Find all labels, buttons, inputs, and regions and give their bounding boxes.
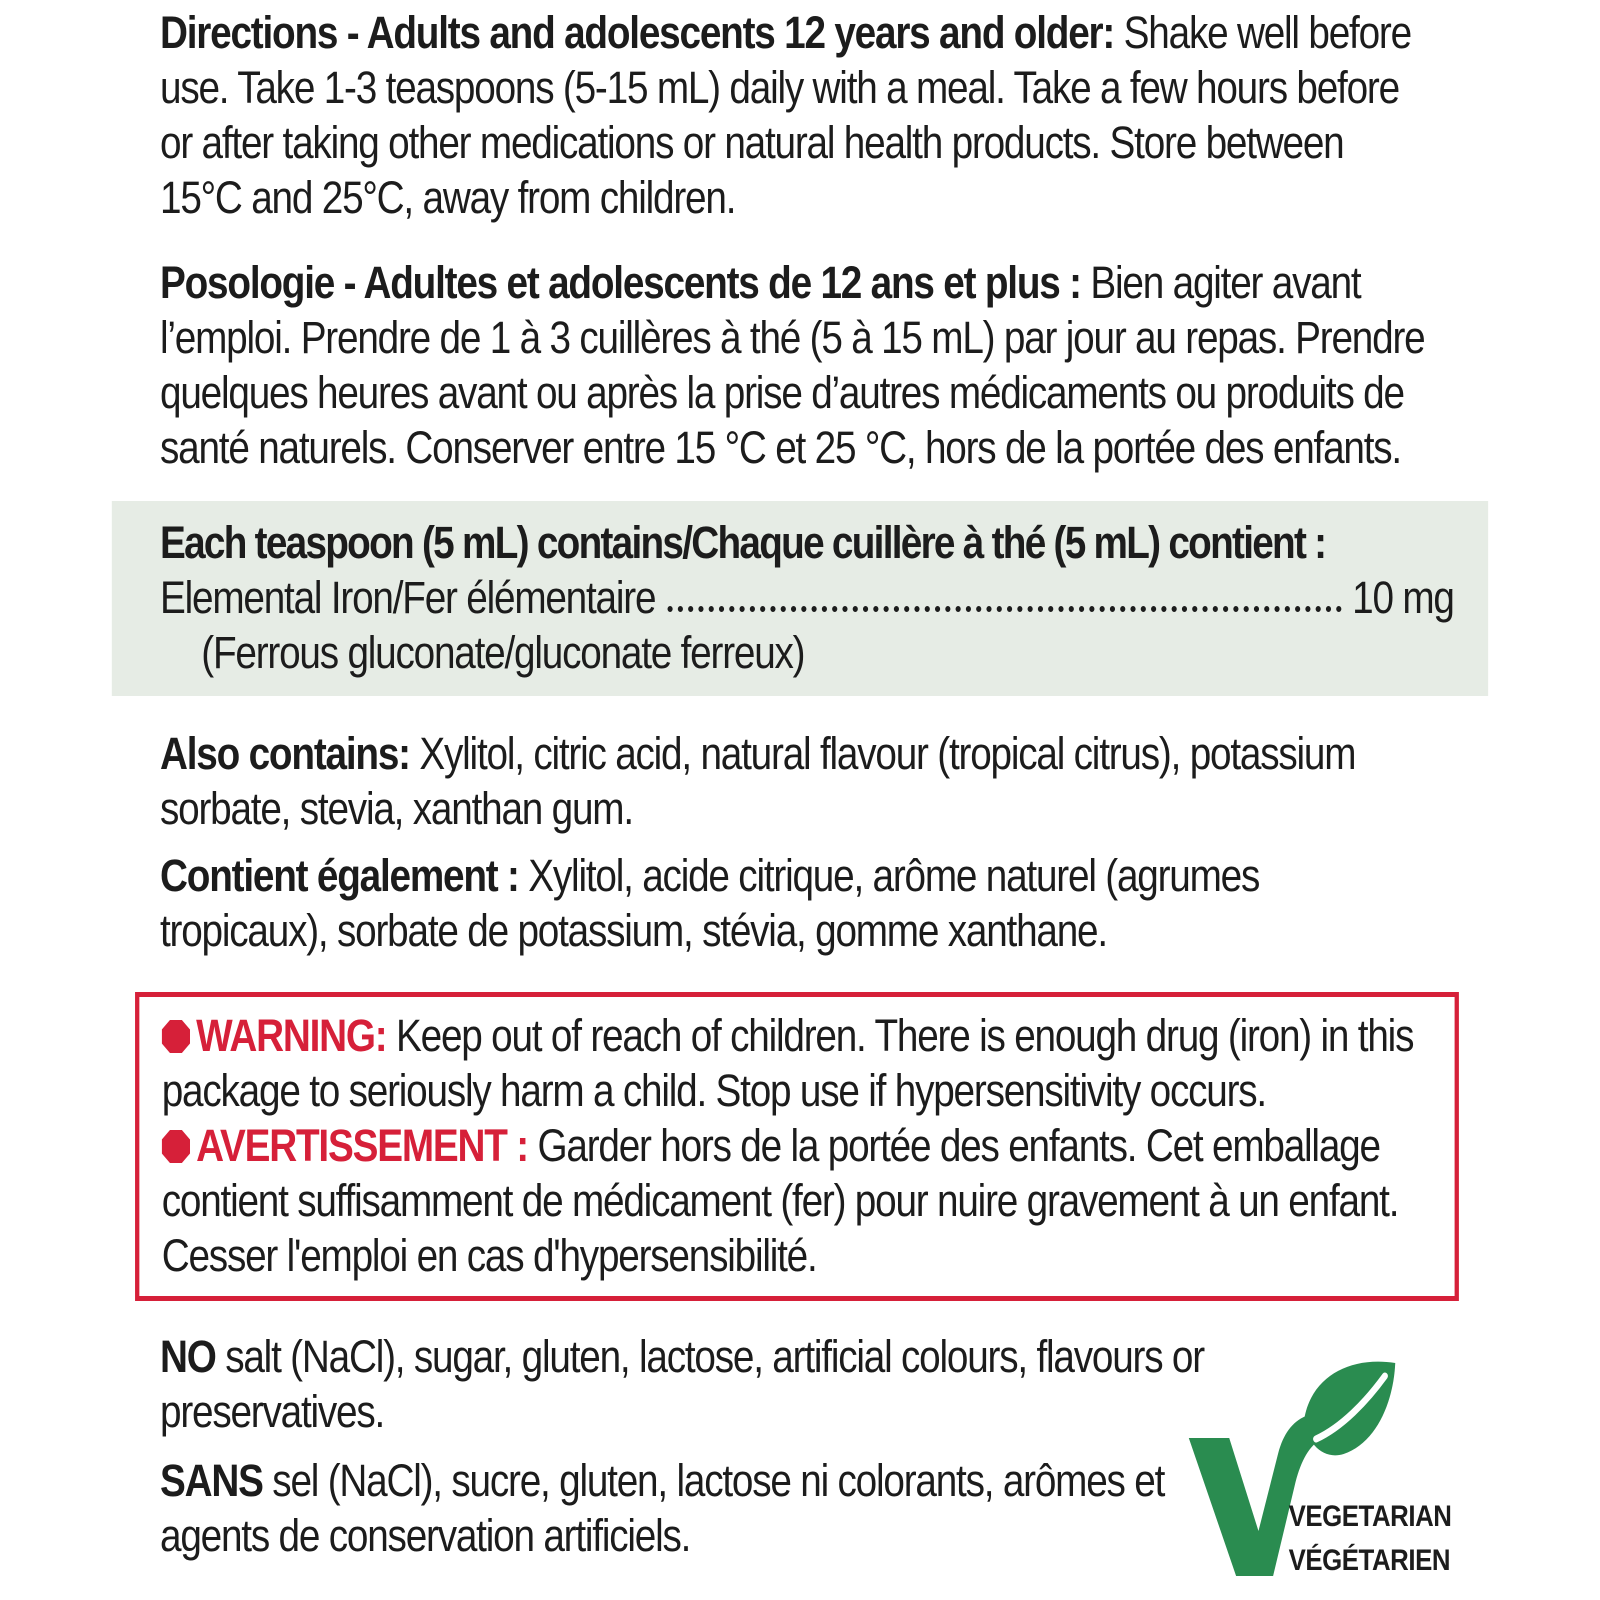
posologie-heading: Posologie - Adultes et adolescents de 12 ans et plus : xyxy=(159,257,1081,308)
no-claims-text: salt (NaCl), sugar, gluten, lactose, artificial colours, flavours or preservatives. xyxy=(159,1331,1204,1437)
directions-text: Shake well before use. Take 1-3 teaspoons (5-15 mL) daily with a meal. Take a few hours before or after taking other medications or natural health products. Store between 15°C and 25°C, away from children. xyxy=(159,7,1411,223)
facts-row xyxy=(160,570,1454,625)
directions-heading: Directions - Adults and adolescents 12 years and older: xyxy=(159,7,1115,58)
contient-egalement-heading: Contient également : xyxy=(159,850,519,901)
posologie-text: Bien agiter avant l’emploi. Prendre de 1 à 3 cuillères à thé (5 à 15 mL) par jour au repas. Prendre quelques heures avant ou après la prise d’autres médicaments ou produits de santé naturels. Conserver entre 15 °C et 25 °C, hors de la portée des enfants. xyxy=(159,257,1425,473)
supplement-facts-box xyxy=(112,501,1488,696)
stop-octagon-icon xyxy=(162,1130,190,1163)
also-contains-paragraph xyxy=(160,726,1429,836)
no-claims-lead: NO xyxy=(159,1331,216,1382)
warning-paragraph xyxy=(162,1008,1434,1283)
also-contains-heading: Also contains: xyxy=(159,728,410,779)
warning-fr-lead: AVERTISSEMENT : xyxy=(196,1120,528,1171)
facts-heading: Each teaspoon (5 mL) contains/Chaque cuillère à thé (5 mL) contient : xyxy=(159,517,1326,568)
warning-box xyxy=(135,992,1459,1301)
contient-egalement-paragraph xyxy=(160,848,1429,958)
sans-claims-text: sel (NaCl), sucre, gluten, lactose ni colorants, arômes et agents de conservation artificiels. xyxy=(159,1455,1165,1561)
contient-egalement-text: Xylitol, acide citrique, arôme naturel (agrumes tropicaux), sorbate de potassium, stévia, gomme xanthane. xyxy=(159,850,1260,956)
warning-en-lead: WARNING: xyxy=(196,1010,387,1061)
warning-en-text: Keep out of reach of children. There is enough drug (iron) in this package to seriously harm a child. Stop use if hypersensitivity occurs. xyxy=(161,1010,1414,1116)
sans-claims-paragraph xyxy=(160,1453,1171,1563)
dot-leader xyxy=(667,606,1342,612)
also-contains-text: Xylitol, citric acid, natural flavour (tropical citrus), potassium sorbate, stevia, xanthan gum. xyxy=(159,728,1356,834)
stop-octagon-icon xyxy=(162,1020,190,1053)
vegetarian-logo-graphic xyxy=(1180,1338,1472,1586)
directions-paragraph xyxy=(160,0,1429,225)
ingredient-source: (Ferrous gluconate/gluconate ferreux) xyxy=(201,627,805,678)
sans-claims-lead: SANS xyxy=(159,1455,263,1506)
vegetarian-label-en: VEGETARIAN xyxy=(1288,1499,1452,1533)
vegetarian-logo xyxy=(1180,1338,1472,1586)
vegetarian-label-fr: VÉGÉTARIEN xyxy=(1288,1543,1451,1577)
ingredient-amount: 10 mg xyxy=(1352,572,1454,623)
warning-fr-text: Garder hors de la portée des enfants. Cet emballage contient suffisamment de médicament (fer) pour nuire gravement à un enfant. Cesser l'emploi en cas d'hypersensibilité. xyxy=(161,1120,1399,1281)
ingredient-name: Elemental Iron/Fer élémentaire xyxy=(159,572,656,623)
no-claims-paragraph xyxy=(160,1329,1330,1439)
posologie-paragraph xyxy=(160,255,1429,475)
